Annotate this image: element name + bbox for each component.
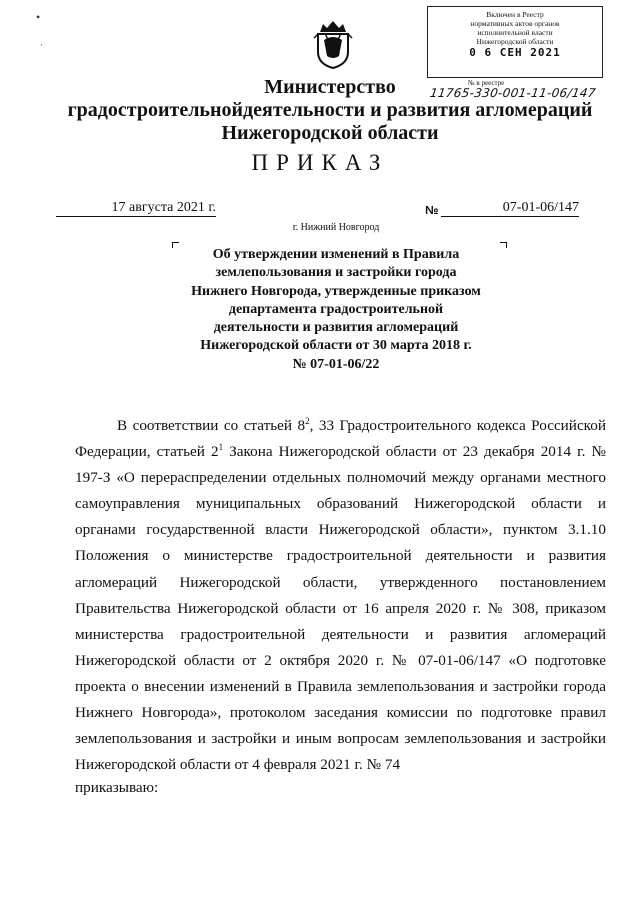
order-subject [170,246,502,374]
stamp-line-3: исполнительной власти [477,28,553,37]
subject-line-4: департамента градостроительной [228,301,444,317]
stamp-line-4: Нижегородской области [476,37,554,46]
ministry-line-1: Министерство [264,76,396,98]
superscript-1: 2 [305,415,310,426]
body-text-part-2: , 33 Градостроительного кодекса Российской Федерации, статьей 2 [75,417,607,461]
subject-line-1: Об утверждении изменений в Правила [212,247,460,262]
ministry-line-3: Нижегородской области [221,122,439,144]
subject-line-5: деятельности и развития агломераций [213,320,459,336]
stamp-registry-number: 11765-330-001-11-06/147 [429,86,597,100]
ministry-header [60,76,600,145]
document-type-title: ПРИКАЗ [251,150,389,175]
subject-line-3: Нижнего Новгорода, утвержденные приказом [191,283,481,299]
order-number: 07-01-06/147 [441,200,579,217]
city: г. Нижний Новгород [292,222,380,233]
scan-dot: · [40,40,43,50]
subject-line-2: землепользования и застройки города [215,265,457,281]
closing-word: приказываю: [75,779,159,796]
superscript-2: 1 [218,442,224,453]
stamp-line-1: Включен в Реестр [486,10,544,19]
subject-line-6: Нижегородской области от 30 марта 2018 г. [200,338,472,354]
registry-stamp [427,6,603,78]
body-text-part-3: Закона Нижегородской области от 23 декабря 2014 г. № 197-З «О перераспределении отдельных полномочий между органами местного самоуправления муниципальных образований Нижегородской области и органами государственной власти Нижегородской области», пунктом 3.1.10 Положения о министерстве градостроительной деятельности и развития агломераций Нижегородской области, утвержденного постановлением Правительства Нижегородской области от 16 апреля 2020 г. № 308, приказом министерства градостроительной деятельности и развития агломераций Нижегородской области от 2 октября 2020 г. № 07-01-06/147 «О подготовке проекта о внесении изменений в Правила землепользования и застройки города Нижнего Новгорода», протоколом заседания комиссии по подготовке правил землепользования и застройки и иным вопросам землепользования и застройки Нижегородской области от 4 февраля 2021 г. № 74 [75,443,606,774]
coat-of-arms-icon [312,18,354,70]
order-date: 17 августа 2021 г. [56,200,216,217]
ministry-line-2: градостроительнойдеятельности и развития агломераций [67,99,593,121]
subject-line-7: № 07-01-06/22 [292,356,380,372]
number-sign: № [425,203,439,217]
body-text-part-1: В соответствии со статьей 8 [117,417,306,434]
scan-dot: • [36,10,41,24]
stamp-date: 0 6 СЕН 2021 [469,46,561,59]
stamp-registry-label: № в реестре [468,79,505,87]
body-paragraph [75,413,606,778]
stamp-line-2: нормативных актов органов [470,19,560,28]
